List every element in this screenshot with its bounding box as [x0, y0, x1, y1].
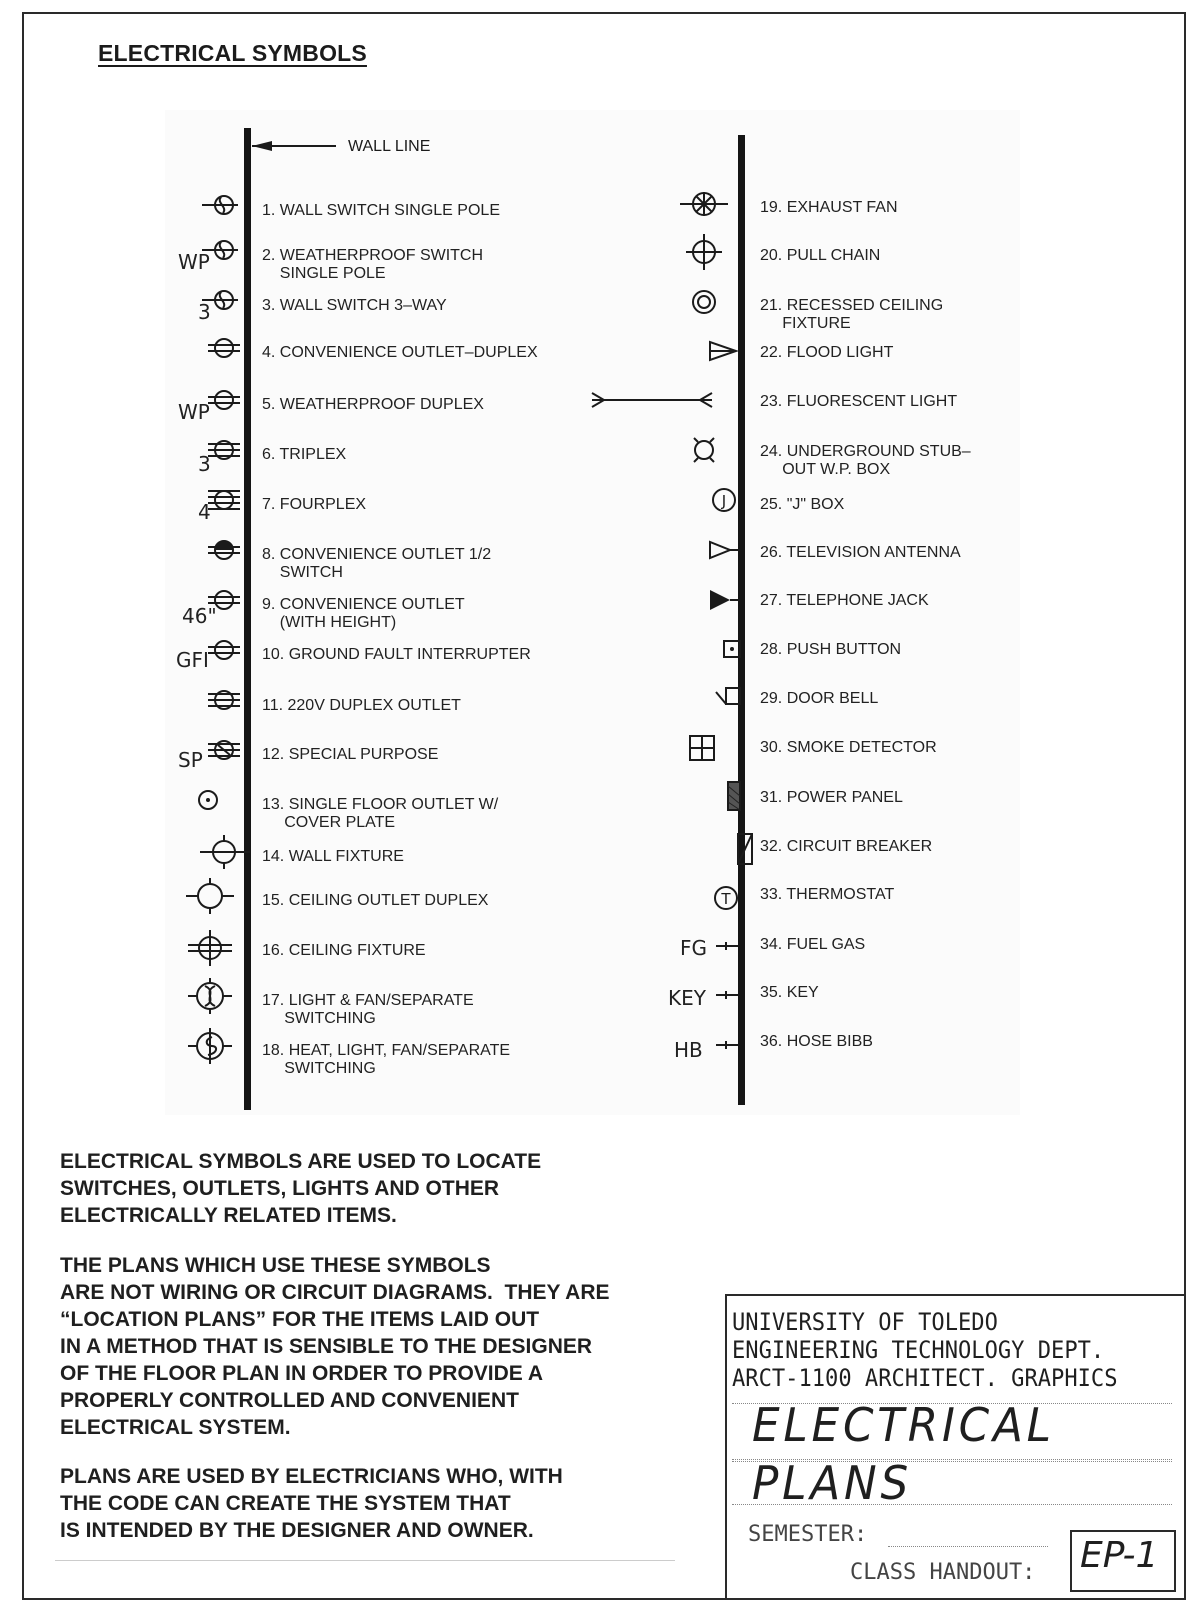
- symbol-mark: 3: [198, 300, 211, 324]
- symbol-mark: FG: [680, 936, 708, 960]
- left-symbol-label: 1. WALL SWITCH SINGLE POLE: [262, 202, 500, 219]
- left-symbol-label: 4. CONVENIENCE OUTLET–DUPLEX: [262, 344, 538, 361]
- right-symbol-label: 20. PULL CHAIN: [760, 247, 881, 264]
- right-symbol-label: 34. FUEL GAS: [760, 936, 866, 953]
- right-symbol-label: 31. POWER PANEL: [760, 789, 903, 806]
- semester-blank: [888, 1546, 1048, 1547]
- symbol-mark: 46": [182, 604, 217, 628]
- right-symbol-label: 24. UNDERGROUND STUB– OUT W.P. BOX: [760, 443, 971, 478]
- symbol-mark: GFI: [176, 648, 209, 672]
- svg-text:J: J: [721, 492, 727, 510]
- left-symbol-label: 7. FOURPLEX: [262, 496, 367, 513]
- left-symbol-label: 16. CEILING FIXTURE: [262, 942, 426, 959]
- left-symbol-label: 5. WEATHERPROOF DUPLEX: [262, 396, 484, 413]
- left-symbol-label: 13. SINGLE FLOOR OUTLET W/ COVER PLATE: [262, 796, 499, 831]
- right-symbol-label: 29. DOOR BELL: [760, 690, 879, 707]
- right-symbol-label: 26. TELEVISION ANTENNA: [760, 544, 961, 561]
- right-symbol-label: 36. HOSE BIBB: [760, 1033, 873, 1050]
- right-symbol-label: 23. FLUORESCENT LIGHT: [760, 393, 958, 410]
- right-symbol-label: 27. TELEPHONE JACK: [760, 592, 929, 609]
- right-symbol-label: 28. PUSH BUTTON: [760, 641, 902, 658]
- left-symbol-label: 9. CONVENIENCE OUTLET (WITH HEIGHT): [262, 596, 465, 631]
- left-symbol-label: 12. SPECIAL PURPOSE: [262, 746, 439, 763]
- left-symbol-label: 8. CONVENIENCE OUTLET 1/2 SWITCH: [262, 546, 492, 581]
- left-symbol-label: 18. HEAT, LIGHT, FAN/SEPARATE SWITCHING: [262, 1042, 511, 1077]
- title-block-course: ARCT-1100 ARCHITECT. GRAPHICS: [732, 1364, 1118, 1392]
- right-symbol-label: 32. CIRCUIT BREAKER: [760, 838, 933, 855]
- title-block-title-line2: PLANS: [752, 1456, 913, 1510]
- symbol-mark: WP: [178, 400, 210, 424]
- symbol-mark: SP: [178, 748, 203, 772]
- right-symbol-label: 30. SMOKE DETECTOR: [760, 739, 937, 756]
- page-title: ELECTRICAL SYMBOLS: [98, 40, 367, 66]
- left-symbol-label: 17. LIGHT & FAN/SEPARATE SWITCHING: [262, 992, 474, 1027]
- left-symbol-label: 11. 220V DUPLEX OUTLET: [262, 697, 461, 714]
- left-symbol-label: 14. WALL FIXTURE: [262, 848, 404, 865]
- right-symbol-label: 35. KEY: [760, 984, 819, 1001]
- title-block-department: ENGINEERING TECHNOLOGY DEPT.: [732, 1336, 1105, 1364]
- left-symbol-label: 10. GROUND FAULT INTERRUPTER: [262, 646, 531, 663]
- sheet-number: EP-1: [1080, 1535, 1159, 1576]
- symbol-mark: 3: [198, 452, 211, 476]
- guide-line: [732, 1504, 1172, 1505]
- left-symbol-label: 6. TRIPLEX: [262, 446, 347, 463]
- title-block-title-line1: ELECTRICAL: [752, 1398, 1055, 1452]
- electricians-paragraph: PLANS ARE USED BY ELECTRICIANS WHO, WITH THE CODE CAN CREATE THE SYSTEM THAT IS INTENDED BY THE DESIGNER AND OWNER.: [60, 1465, 563, 1542]
- right-symbol-label: 33. THERMOSTAT: [760, 886, 895, 903]
- wall-line-label: WALL LINE: [348, 138, 431, 155]
- plans-paragraph: THE PLANS WHICH USE THESE SYMBOLS ARE NOT WIRING OR CIRCUIT DIAGRAMS. THEY ARE “LOCATION PLANS” FOR THE ITEMS LAID OUT IN A METHOD THAT IS SENSIBLE TO THE DESIGNER OF THE FLOOR PLAN IN ORDER TO PROVIDE A PROPERLY CONTROLLED AND CONVENIENT ELECTRICAL SYSTEM.: [60, 1254, 610, 1439]
- right-symbol-label: 21. RECESSED CEILING FIXTURE: [760, 297, 944, 332]
- symbol-mark: HB: [674, 1038, 703, 1062]
- svg-text:T: T: [721, 890, 731, 908]
- title-block-university: UNIVERSITY OF TOLEDO: [732, 1308, 998, 1336]
- left-symbol-label: 2. WEATHERPROOF SWITCH SINGLE POLE: [262, 247, 484, 282]
- intro-paragraph: ELECTRICAL SYMBOLS ARE USED TO LOCATE SWITCHES, OUTLETS, LIGHTS AND OTHER ELECTRICALLY RELATED ITEMS.: [60, 1150, 542, 1227]
- right-symbol-label: 19. EXHAUST FAN: [760, 199, 898, 216]
- semester-label: SEMESTER:: [748, 1522, 868, 1547]
- right-symbol-label: 22. FLOOD LIGHT: [760, 344, 894, 361]
- bottom-divider: [55, 1560, 675, 1561]
- class-handout-label: CLASS HANDOUT:: [850, 1560, 1036, 1585]
- left-symbol-label: 15. CEILING OUTLET DUPLEX: [262, 892, 489, 909]
- right-symbol-label: 25. "J" BOX: [760, 496, 845, 513]
- symbol-mark: KEY: [668, 986, 706, 1010]
- symbol-mark: WP: [178, 250, 210, 274]
- left-symbol-label: 3. WALL SWITCH 3–WAY: [262, 297, 447, 314]
- symbol-mark: 4: [198, 500, 211, 524]
